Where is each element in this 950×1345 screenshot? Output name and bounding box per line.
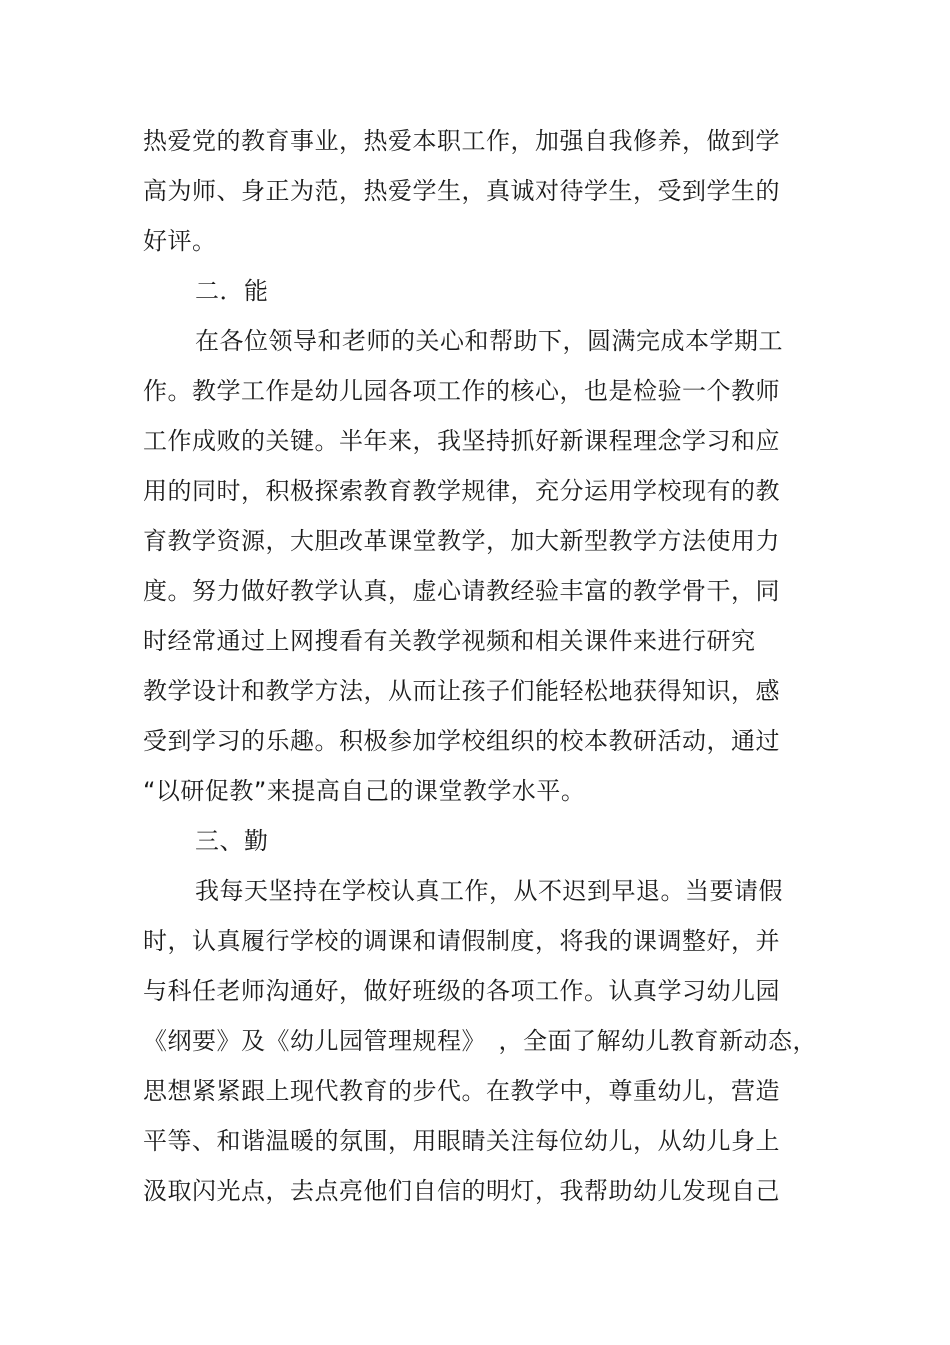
text-line: 用的同时，积极探索教育教学规律，充分运用学校现有的教 [143, 477, 780, 505]
text-line: 《纲要》及《幼儿园管理规程》 ，全面了解幼儿教育新动态， [143, 1027, 817, 1055]
text-line: 好评。 [143, 227, 217, 255]
text-line: 教学设计和教学方法，从而让孩子们能轻松地获得知识，感 [143, 677, 780, 705]
text-line: 思想紧紧跟上现代教育的步代。在教学中，尊重幼儿，营造 [143, 1077, 780, 1105]
text-line: 受到学习的乐趣。积极参加学校组织的校本教研活动，通过 [143, 727, 780, 755]
text-line: 时，认真履行学校的调课和请假制度，将我的课调整好，并 [143, 927, 780, 955]
text-line: 作。教学工作是幼儿园各项工作的核心，也是检验一个教师 [143, 377, 780, 405]
text-line: 高为师、身正为范，热爱学生，真诚对待学生，受到学生的 [143, 177, 780, 205]
text-line: 时经常通过上网搜看有关教学视频和相关课件来进行研究 [143, 627, 756, 655]
section-heading: 三、勤 [195, 827, 269, 855]
text-line: 度。努力做好教学认真，虚心请教经验丰富的教学骨干，同 [143, 577, 780, 605]
section-heading: 二．能 [195, 277, 269, 305]
text-line: 我每天坚持在学校认真工作，从不迟到早退。当要请假 [195, 877, 783, 905]
text-line: 工作成败的关键。半年来，我坚持抓好新课程理念学习和应 [143, 427, 780, 455]
text-line: 育教学资源，大胆改革课堂教学，加大新型教学方法使用力 [143, 527, 780, 555]
text-line: 热爱党的教育事业，热爱本职工作，加强自我修养，做到学 [143, 127, 780, 155]
text-line: 与科任老师沟通好，做好班级的各项工作。认真学习幼儿园 [143, 977, 780, 1005]
text-line: 平等、和谐温暖的氛围，用眼睛关注每位幼儿，从幼儿身上 [143, 1127, 780, 1155]
text-line: 汲取闪光点，去点亮他们自信的明灯，我帮助幼儿发现自己 [143, 1177, 780, 1205]
text-line: 在各位领导和老师的关心和帮助下，圆满完成本学期工 [195, 327, 783, 355]
text-line: “以研促教”来提高自己的课堂教学水平。 [143, 777, 586, 805]
